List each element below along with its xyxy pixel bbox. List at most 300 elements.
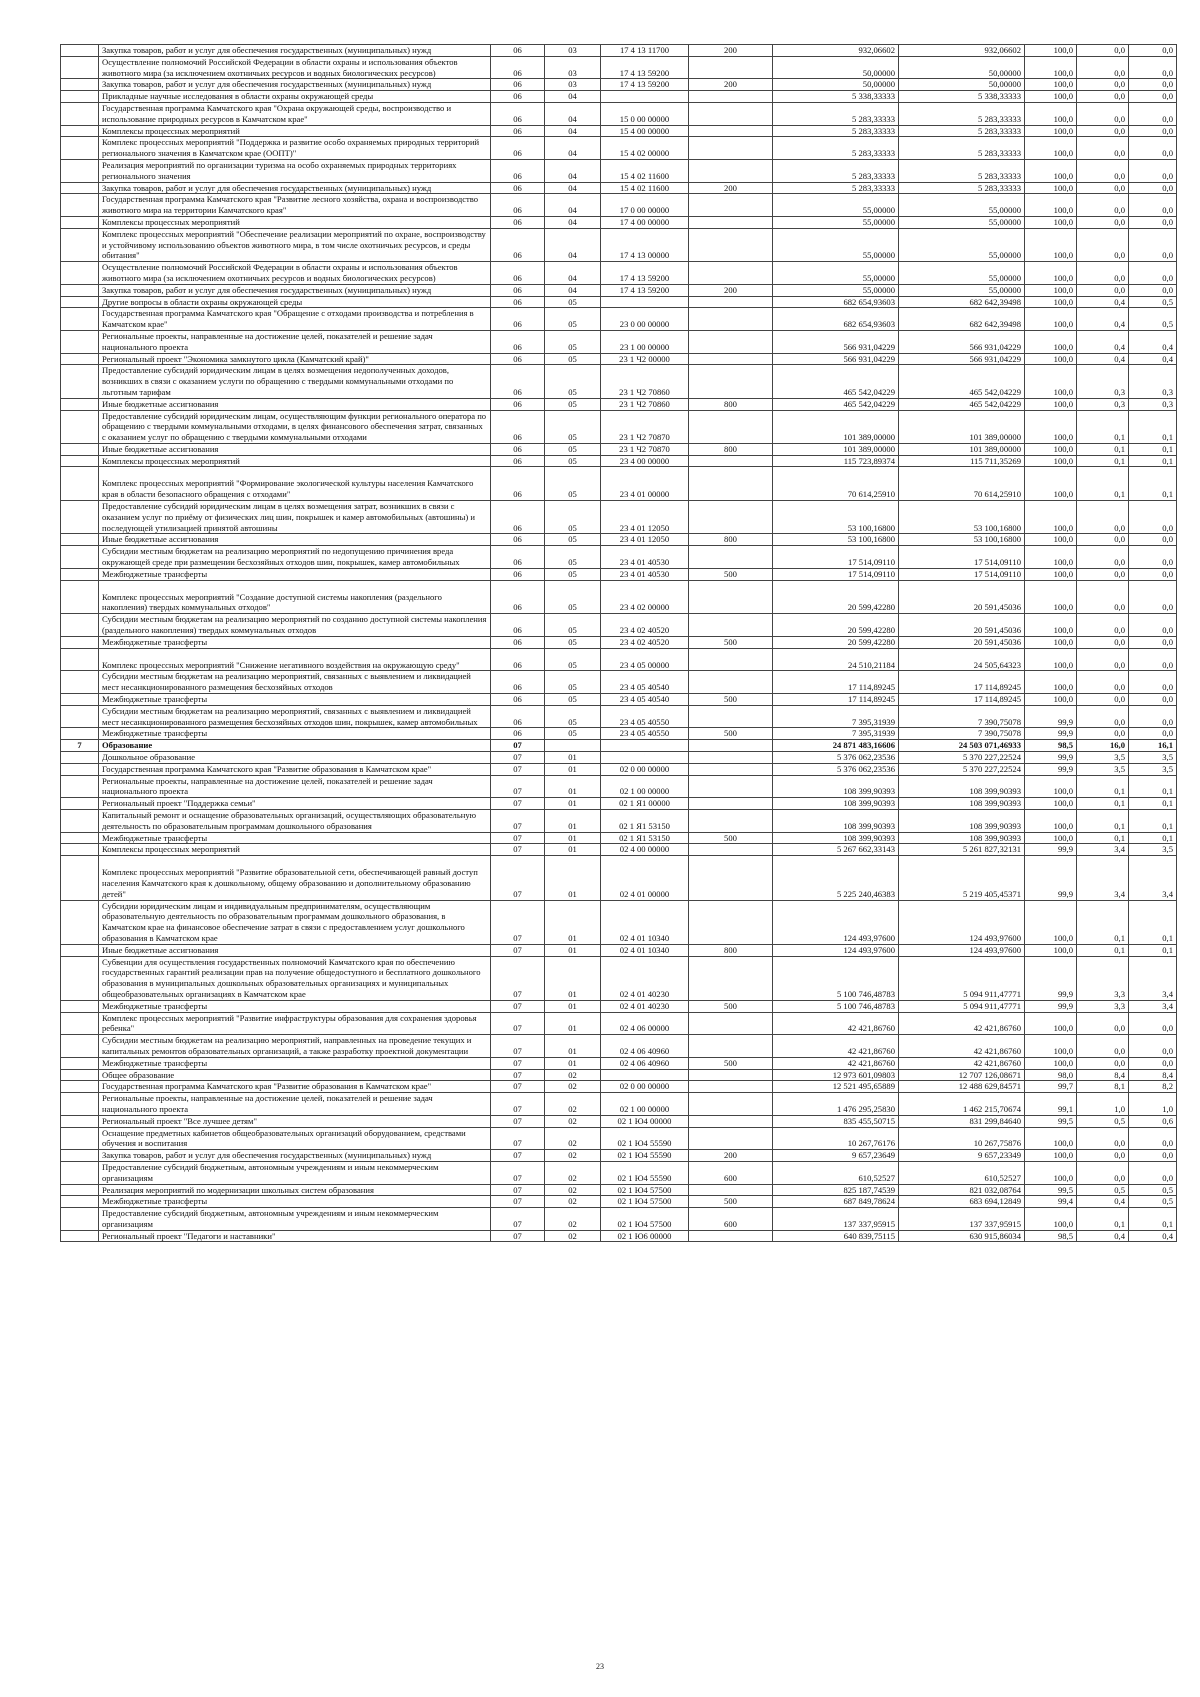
row-expense-type <box>689 194 773 217</box>
row-number <box>61 900 99 944</box>
row-subsection: 05 <box>545 330 601 353</box>
row-share-planned: 0,0 <box>1077 284 1129 296</box>
table-row <box>61 102 1177 125</box>
row-share-executed: 0,5 <box>1129 1184 1177 1196</box>
row-share-executed: 0,0 <box>1129 79 1177 91</box>
page-number: 23 <box>596 1662 604 1671</box>
row-number <box>61 636 99 648</box>
row-subsection: 01 <box>545 1000 601 1012</box>
row-planned-amount: 17 114,89245 <box>773 694 899 706</box>
row-target-article: 02 1 Ю4 57500 <box>601 1184 689 1196</box>
row-number <box>61 137 99 160</box>
row-target-article: 15 0 00 00000 <box>601 102 689 125</box>
row-share-executed: 0,0 <box>1129 546 1177 569</box>
row-target-article: 23 1 Ч2 70870 <box>601 410 689 443</box>
row-number <box>61 398 99 410</box>
row-number <box>61 1150 99 1162</box>
row-share-executed: 0,0 <box>1129 56 1177 79</box>
row-subsection: 05 <box>545 568 601 580</box>
row-share-executed: 0,0 <box>1129 705 1177 728</box>
row-subsection: 02 <box>545 1081 601 1093</box>
row-name: Закупка товаров, работ и услуг для обеспечения государственных (муниципальных) нужд <box>99 284 491 296</box>
row-expense-type <box>689 330 773 353</box>
row-planned-amount: 5 100 746,48783 <box>773 1000 899 1012</box>
row-expense-type <box>689 296 773 308</box>
row-target-article: 23 1 Ч2 70870 <box>601 443 689 455</box>
row-subsection: 05 <box>545 728 601 740</box>
row-number <box>61 1115 99 1127</box>
row-planned-amount: 17 114,89245 <box>773 671 899 694</box>
row-planned-amount: 5 283,33333 <box>773 182 899 194</box>
row-execution-percent: 100,0 <box>1025 262 1077 285</box>
row-executed-amount: 20 591,45036 <box>899 636 1025 648</box>
row-executed-amount: 5 219 405,45371 <box>899 856 1025 900</box>
row-target-article <box>601 1069 689 1081</box>
row-share-planned: 0,0 <box>1077 614 1129 637</box>
row-expense-type <box>689 614 773 637</box>
row-execution-percent: 100,0 <box>1025 1012 1077 1035</box>
table-row <box>61 182 1177 194</box>
row-executed-amount: 9 657,23349 <box>899 1150 1025 1162</box>
row-number <box>61 705 99 728</box>
row-subsection: 05 <box>545 365 601 398</box>
row-target-article: 23 4 02 40520 <box>601 614 689 637</box>
row-name: Капитальный ремонт и оснащение образовательных организаций, осуществляющих образовательную деятельность по образовательным программам дошкольного образования <box>99 810 491 833</box>
table-row <box>61 194 1177 217</box>
table-row <box>61 740 1177 752</box>
row-number <box>61 410 99 443</box>
row-name: Субсидии местным бюджетам на реализацию мероприятий по созданию доступной системы накопления (раздельного накопления) твердых коммунальных отходов <box>99 614 491 637</box>
row-subsection: 04 <box>545 102 601 125</box>
row-share-executed: 3,5 <box>1129 752 1177 764</box>
table-row <box>61 1208 1177 1231</box>
row-planned-amount: 50,00000 <box>773 56 899 79</box>
row-expense-type <box>689 365 773 398</box>
row-executed-amount: 17 114,89245 <box>899 671 1025 694</box>
row-name: Комплекс процессных мероприятий "Поддержка и развитие особо охраняемых природных территорий регионального значения в Камчатском крае (ООПТ)" <box>99 137 491 160</box>
table-row <box>61 284 1177 296</box>
row-subsection: 01 <box>545 1035 601 1058</box>
row-share-planned: 0,1 <box>1077 455 1129 467</box>
row-section: 06 <box>491 102 545 125</box>
row-section: 06 <box>491 728 545 740</box>
row-target-article: 02 4 06 40960 <box>601 1035 689 1058</box>
row-target-article: 23 4 01 00000 <box>601 467 689 501</box>
row-planned-amount: 50,00000 <box>773 79 899 91</box>
row-number <box>61 752 99 764</box>
row-planned-amount: 7 395,31939 <box>773 705 899 728</box>
row-target-article: 15 4 02 00000 <box>601 137 689 160</box>
row-execution-percent: 100,0 <box>1025 125 1077 137</box>
table-row <box>61 125 1177 137</box>
row-execution-percent: 99,5 <box>1025 1115 1077 1127</box>
row-number <box>61 102 99 125</box>
row-share-executed: 0,3 <box>1129 398 1177 410</box>
row-target-article <box>601 296 689 308</box>
row-execution-percent: 99,9 <box>1025 1000 1077 1012</box>
row-execution-percent: 100,0 <box>1025 228 1077 261</box>
row-subsection: 01 <box>545 1057 601 1069</box>
row-share-planned: 0,0 <box>1077 636 1129 648</box>
row-target-article: 02 4 01 10340 <box>601 900 689 944</box>
row-executed-amount: 7 390,75078 <box>899 705 1025 728</box>
row-name: Межбюджетные трансферты <box>99 832 491 844</box>
row-name: Комплекс процессных мероприятий "Формирование экологической культуры населения Камчатского края в области безопасного обращения с отходами" <box>99 467 491 501</box>
row-execution-percent: 100,0 <box>1025 648 1077 671</box>
row-planned-amount: 115 723,89374 <box>773 455 899 467</box>
row-planned-amount: 17 514,09110 <box>773 568 899 580</box>
row-executed-amount: 55,00000 <box>899 284 1025 296</box>
row-subsection: 05 <box>545 534 601 546</box>
row-share-planned: 0,0 <box>1077 56 1129 79</box>
row-share-planned: 0,0 <box>1077 728 1129 740</box>
row-executed-amount: 5 370 227,22524 <box>899 763 1025 775</box>
row-section: 06 <box>491 194 545 217</box>
row-share-executed: 0,1 <box>1129 443 1177 455</box>
row-share-executed: 3,5 <box>1129 763 1177 775</box>
row-name: Предоставление субсидий бюджетным, автономным учреждениям и иным некоммерческим организациям <box>99 1208 491 1231</box>
row-execution-percent: 99,9 <box>1025 763 1077 775</box>
row-share-planned: 0,1 <box>1077 798 1129 810</box>
row-subsection: 02 <box>545 1230 601 1242</box>
row-planned-amount: 825 187,74539 <box>773 1184 899 1196</box>
row-executed-amount: 17 514,09110 <box>899 568 1025 580</box>
table-row <box>61 1035 1177 1058</box>
row-name: Региональный проект "Педагоги и наставники" <box>99 1230 491 1242</box>
row-expense-type <box>689 705 773 728</box>
row-execution-percent: 100,0 <box>1025 79 1077 91</box>
row-number <box>61 775 99 798</box>
row-expense-type: 200 <box>689 1150 773 1162</box>
row-section: 07 <box>491 1057 545 1069</box>
row-share-planned: 0,1 <box>1077 832 1129 844</box>
row-share-executed: 0,0 <box>1129 262 1177 285</box>
row-executed-amount: 53 100,16800 <box>899 534 1025 546</box>
row-name: Иные бюджетные ассигнования <box>99 398 491 410</box>
row-share-executed: 0,0 <box>1129 102 1177 125</box>
row-subsection: 02 <box>545 1184 601 1196</box>
row-number <box>61 1196 99 1208</box>
row-share-planned: 0,1 <box>1077 443 1129 455</box>
row-subsection: 01 <box>545 1012 601 1035</box>
table-row <box>61 534 1177 546</box>
row-section: 06 <box>491 308 545 331</box>
row-expense-type <box>689 410 773 443</box>
row-execution-percent: 100,0 <box>1025 216 1077 228</box>
row-share-planned: 0,0 <box>1077 648 1129 671</box>
row-execution-percent: 98,5 <box>1025 740 1077 752</box>
row-share-planned: 0,0 <box>1077 159 1129 182</box>
row-share-executed: 0,0 <box>1129 1012 1177 1035</box>
table-row <box>61 1230 1177 1242</box>
row-execution-percent: 100,0 <box>1025 775 1077 798</box>
row-subsection: 01 <box>545 856 601 900</box>
row-expense-type <box>689 501 773 534</box>
row-target-article: 23 4 05 40540 <box>601 694 689 706</box>
row-share-executed: 0,5 <box>1129 1196 1177 1208</box>
row-executed-amount: 5 283,33333 <box>899 182 1025 194</box>
row-execution-percent: 100,0 <box>1025 45 1077 57</box>
row-share-executed: 3,4 <box>1129 1000 1177 1012</box>
row-executed-amount: 17 514,09110 <box>899 546 1025 569</box>
row-expense-type <box>689 648 773 671</box>
row-target-article: 17 4 13 59200 <box>601 56 689 79</box>
row-section: 07 <box>491 775 545 798</box>
row-name: Образование <box>99 740 491 752</box>
row-share-executed: 0,1 <box>1129 775 1177 798</box>
table-row <box>61 1184 1177 1196</box>
row-number <box>61 1184 99 1196</box>
row-expense-type: 800 <box>689 443 773 455</box>
row-execution-percent: 99,9 <box>1025 856 1077 900</box>
row-share-executed: 0,1 <box>1129 832 1177 844</box>
table-row <box>61 1127 1177 1150</box>
row-section: 07 <box>491 1069 545 1081</box>
row-execution-percent: 99,9 <box>1025 956 1077 1000</box>
row-expense-type: 800 <box>689 534 773 546</box>
row-target-article: 02 1 Ю4 00000 <box>601 1115 689 1127</box>
row-planned-amount: 12 521 495,65889 <box>773 1081 899 1093</box>
row-expense-type: 500 <box>689 832 773 844</box>
row-executed-amount: 108 399,90393 <box>899 810 1025 833</box>
row-number <box>61 944 99 956</box>
row-share-executed: 0,0 <box>1129 614 1177 637</box>
row-planned-amount: 5 338,33333 <box>773 91 899 103</box>
row-execution-percent: 100,0 <box>1025 694 1077 706</box>
table-row <box>61 455 1177 467</box>
row-share-executed: 0,0 <box>1129 228 1177 261</box>
row-expense-type <box>689 740 773 752</box>
row-share-planned: 16,0 <box>1077 740 1129 752</box>
row-subsection: 02 <box>545 1208 601 1231</box>
row-expense-type <box>689 467 773 501</box>
row-number <box>61 262 99 285</box>
row-share-planned: 0,0 <box>1077 262 1129 285</box>
row-target-article: 23 1 00 00000 <box>601 330 689 353</box>
row-share-planned: 0,4 <box>1077 296 1129 308</box>
row-expense-type: 500 <box>689 728 773 740</box>
row-subsection: 03 <box>545 45 601 57</box>
row-subsection: 05 <box>545 671 601 694</box>
table-row <box>61 798 1177 810</box>
row-section: 07 <box>491 1208 545 1231</box>
row-execution-percent: 100,0 <box>1025 398 1077 410</box>
row-section: 07 <box>491 798 545 810</box>
row-planned-amount: 108 399,90393 <box>773 832 899 844</box>
row-share-planned: 0,1 <box>1077 944 1129 956</box>
row-section: 07 <box>491 1161 545 1184</box>
row-share-executed: 0,0 <box>1129 636 1177 648</box>
row-planned-amount: 12 973 601,09803 <box>773 1069 899 1081</box>
row-section: 06 <box>491 330 545 353</box>
row-name: Субвенции для осуществления государственных полномочий Камчатского края по обеспечению государственных гарантий реализации прав на получение общедоступного и бесплатного дошкольного образования в муниципальных дошкольных образовательных организациях и муниципальных общеобразовательных организациях в Камчатском крае <box>99 956 491 1000</box>
table-row <box>61 296 1177 308</box>
row-name: Оснащение предметных кабинетов общеобразовательных организаций оборудованием, средствами обучения и воспитания <box>99 1127 491 1150</box>
row-target-article: 02 1 00 00000 <box>601 1093 689 1116</box>
row-number <box>61 810 99 833</box>
row-subsection: 04 <box>545 194 601 217</box>
row-executed-amount: 566 931,04229 <box>899 353 1025 365</box>
row-number <box>61 501 99 534</box>
table-row <box>61 410 1177 443</box>
row-name: Иные бюджетные ассигнования <box>99 944 491 956</box>
row-target-article: 02 4 01 00000 <box>601 856 689 900</box>
row-planned-amount: 9 657,23649 <box>773 1150 899 1162</box>
row-share-executed: 0,0 <box>1129 694 1177 706</box>
row-execution-percent: 99,7 <box>1025 1081 1077 1093</box>
row-execution-percent: 99,4 <box>1025 1196 1077 1208</box>
row-execution-percent: 100,0 <box>1025 1035 1077 1058</box>
row-executed-amount: 12 707 126,08671 <box>899 1069 1025 1081</box>
row-executed-amount: 20 591,45036 <box>899 580 1025 614</box>
row-executed-amount: 7 390,75078 <box>899 728 1025 740</box>
row-target-article: 23 1 Ч2 00000 <box>601 353 689 365</box>
row-section: 06 <box>491 228 545 261</box>
table-row <box>61 262 1177 285</box>
table-row <box>61 79 1177 91</box>
row-execution-percent: 100,0 <box>1025 1208 1077 1231</box>
row-execution-percent: 100,0 <box>1025 1127 1077 1150</box>
row-planned-amount: 610,52527 <box>773 1161 899 1184</box>
row-section: 06 <box>491 365 545 398</box>
table-row <box>61 900 1177 944</box>
row-name: Региональные проекты, направленные на достижение целей, показателей и решение задач национального проекта <box>99 330 491 353</box>
row-share-executed: 0,1 <box>1129 900 1177 944</box>
row-section: 07 <box>491 1035 545 1058</box>
budget-table-container <box>60 44 1176 1242</box>
row-name: Субсидии юридическим лицам и индивидуальным предпринимателям, осуществляющим образовательную деятельность по образовательным программам дошкольного образования, в Камчатском крае на финансовое обеспечение затрат в связи с предоставлением услуг дошкольного образования в Камчатском крае <box>99 900 491 944</box>
row-executed-amount: 566 931,04229 <box>899 330 1025 353</box>
row-executed-amount: 5 283,33333 <box>899 159 1025 182</box>
row-share-executed: 16,1 <box>1129 740 1177 752</box>
row-section: 06 <box>491 705 545 728</box>
row-name: Общее образование <box>99 1069 491 1081</box>
row-number <box>61 353 99 365</box>
row-number <box>61 228 99 261</box>
row-share-executed: 0,5 <box>1129 308 1177 331</box>
table-row <box>61 159 1177 182</box>
row-subsection: 02 <box>545 1196 601 1208</box>
row-section: 06 <box>491 636 545 648</box>
row-expense-type <box>689 1035 773 1058</box>
row-target-article: 17 4 13 59200 <box>601 79 689 91</box>
row-execution-percent: 100,0 <box>1025 308 1077 331</box>
row-section: 07 <box>491 1012 545 1035</box>
row-number <box>61 1012 99 1035</box>
row-execution-percent: 100,0 <box>1025 443 1077 455</box>
row-expense-type <box>689 775 773 798</box>
row-execution-percent: 100,0 <box>1025 832 1077 844</box>
row-planned-amount: 5 225 240,46383 <box>773 856 899 900</box>
row-expense-type <box>689 798 773 810</box>
row-expense-type: 600 <box>689 1161 773 1184</box>
row-target-article: 17 4 13 11700 <box>601 45 689 57</box>
row-section: 07 <box>491 740 545 752</box>
row-share-planned: 0,4 <box>1077 330 1129 353</box>
row-target-article: 17 4 13 00000 <box>601 228 689 261</box>
table-row <box>61 56 1177 79</box>
row-execution-percent: 100,0 <box>1025 1057 1077 1069</box>
row-name: Субсидии местным бюджетам на реализацию мероприятий, связанных с выявлением и ликвидацией мест несанкционированного размещения бесхозяйных отходов шин, покрышек, камер автомобильных <box>99 705 491 728</box>
row-expense-type: 500 <box>689 1196 773 1208</box>
row-number <box>61 1127 99 1150</box>
row-subsection: 04 <box>545 182 601 194</box>
row-share-executed: 3,4 <box>1129 956 1177 1000</box>
row-name: Комплексы процессных мероприятий <box>99 455 491 467</box>
row-share-executed: 0,0 <box>1129 534 1177 546</box>
row-executed-amount: 465 542,04229 <box>899 398 1025 410</box>
row-name: Дошкольное образование <box>99 752 491 764</box>
row-executed-amount: 10 267,75876 <box>899 1127 1025 1150</box>
row-target-article: 23 4 02 00000 <box>601 580 689 614</box>
row-section: 06 <box>491 125 545 137</box>
row-share-executed: 0,0 <box>1129 580 1177 614</box>
row-section: 07 <box>491 856 545 900</box>
row-target-article: 23 4 02 40520 <box>601 636 689 648</box>
row-planned-amount: 682 654,93603 <box>773 296 899 308</box>
row-subsection: 01 <box>545 956 601 1000</box>
row-share-planned: 0,0 <box>1077 194 1129 217</box>
row-expense-type <box>689 1069 773 1081</box>
row-share-executed: 0,0 <box>1129 182 1177 194</box>
row-executed-amount: 20 591,45036 <box>899 614 1025 637</box>
row-name: Государственная программа Камчатского края "Развитие лесного хозяйства, охрана и воспроизводство животного мира на территории Камчатского края" <box>99 194 491 217</box>
row-expense-type <box>689 956 773 1000</box>
row-target-article: 23 4 01 40530 <box>601 568 689 580</box>
row-expense-type <box>689 752 773 764</box>
row-share-executed: 0,0 <box>1129 137 1177 160</box>
row-name: Иные бюджетные ассигнования <box>99 534 491 546</box>
row-share-executed: 0,1 <box>1129 1208 1177 1231</box>
row-name: Государственная программа Камчатского края "Развитие образования в Камчатском крае" <box>99 1081 491 1093</box>
row-target-article: 02 1 Ю4 57500 <box>601 1208 689 1231</box>
row-share-planned: 0,0 <box>1077 1161 1129 1184</box>
row-section: 06 <box>491 694 545 706</box>
row-target-article <box>601 752 689 764</box>
row-target-article <box>601 740 689 752</box>
row-section: 06 <box>491 284 545 296</box>
row-section: 07 <box>491 1127 545 1150</box>
row-expense-type <box>689 900 773 944</box>
row-planned-amount: 5 267 662,33143 <box>773 844 899 856</box>
row-executed-amount: 5 094 911,47771 <box>899 956 1025 1000</box>
table-row <box>61 308 1177 331</box>
row-number <box>61 284 99 296</box>
row-share-executed: 8,4 <box>1129 1069 1177 1081</box>
row-share-executed: 0,4 <box>1129 1230 1177 1242</box>
row-planned-amount: 42 421,86760 <box>773 1035 899 1058</box>
row-section: 06 <box>491 56 545 79</box>
row-section: 06 <box>491 45 545 57</box>
row-share-executed: 0,0 <box>1129 1035 1177 1058</box>
row-subsection: 04 <box>545 216 601 228</box>
row-name: Межбюджетные трансферты <box>99 1057 491 1069</box>
table-row <box>61 832 1177 844</box>
row-section: 06 <box>491 91 545 103</box>
row-number <box>61 671 99 694</box>
row-share-planned: 0,0 <box>1077 534 1129 546</box>
row-share-executed: 0,0 <box>1129 728 1177 740</box>
row-share-executed: 0,0 <box>1129 1057 1177 1069</box>
row-execution-percent: 100,0 <box>1025 810 1077 833</box>
row-planned-amount: 640 839,75115 <box>773 1230 899 1242</box>
row-share-executed: 0,0 <box>1129 648 1177 671</box>
row-share-planned: 0,0 <box>1077 125 1129 137</box>
row-subsection: 01 <box>545 798 601 810</box>
row-number <box>61 91 99 103</box>
row-number <box>61 763 99 775</box>
row-share-planned: 0,0 <box>1077 91 1129 103</box>
